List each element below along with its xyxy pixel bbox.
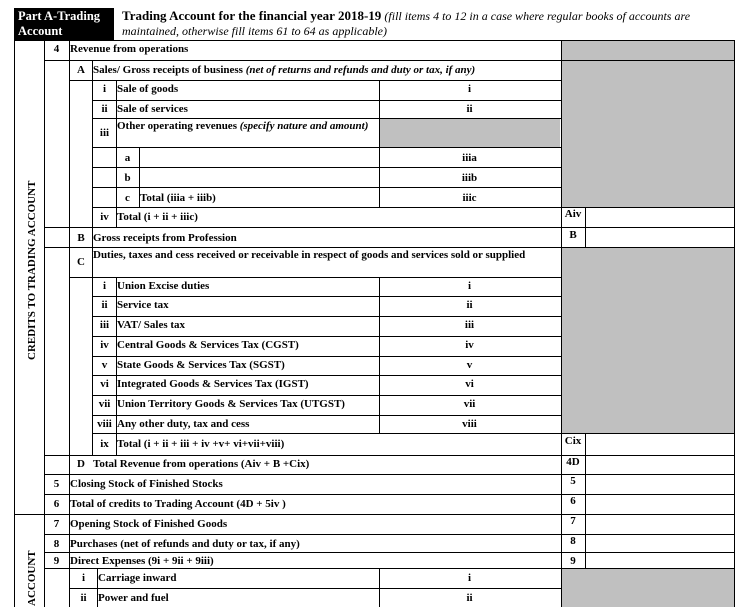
row-Aiiib-code: iiib [461, 172, 478, 184]
table-rule [92, 100, 561, 101]
row-Cvii-num: vii [98, 398, 111, 410]
row-D-num: D [77, 458, 85, 470]
table-rule [92, 316, 561, 317]
shade-right-mid [561, 248, 734, 433]
row-Ci-num: i [102, 280, 107, 292]
table-rule [44, 227, 734, 228]
table-border-top [14, 40, 734, 41]
row-9-label: Direct Expenses (9i + 9ii + 9iii) [70, 555, 214, 567]
table-rule [561, 207, 734, 208]
table-rule [92, 167, 561, 168]
table-rule [585, 208, 586, 248]
row-9ii-label: Power and fuel [98, 592, 169, 604]
row-Cix-num: ix [100, 438, 109, 450]
table-rule [14, 514, 488, 515]
table-rule [92, 60, 93, 247]
row-6-num: 6 [53, 498, 60, 510]
side-label-debits: ACCOUNT [26, 550, 38, 606]
row-Civ-code: iv [465, 339, 474, 351]
row-Cii-label: Service tax [117, 299, 169, 311]
row-B-label: Gross receipts from Profession [93, 232, 237, 244]
row-A-label [93, 64, 563, 77]
table-rule [44, 552, 734, 553]
row-Aii-num: ii [101, 103, 108, 115]
table-rule [44, 474, 734, 475]
row-Ci-code: i [467, 280, 472, 292]
row-D-code: 4D [566, 456, 580, 468]
row-7-num: 7 [53, 518, 60, 530]
table-rule [92, 207, 561, 208]
row-Cv-label: State Goods & Services Tax (SGST) [117, 359, 285, 371]
table-rule [44, 40, 45, 607]
row-Aiiia-code: iiia [462, 152, 477, 164]
row-4-num: 4 [53, 43, 60, 55]
row-D-label: Total Revenue from operations (Aiv + B +Cix) [93, 458, 310, 470]
row-B-code: B [569, 229, 577, 241]
table-rule [92, 433, 561, 434]
table-rule [139, 147, 140, 207]
row-A-num: A [77, 64, 85, 76]
table-rule [92, 187, 561, 188]
row-B-num: B [77, 232, 85, 244]
row-Cvii-code: vii [463, 398, 476, 410]
table-rule [69, 80, 561, 81]
table-rule [92, 375, 561, 376]
table-rule [585, 433, 586, 568]
title-note: (fill items 4 to 12 in a case where regular books of accounts are maintained, otherwise fill items 61 to 64 as applicable) [122, 9, 691, 38]
row-9ii-num: ii [80, 592, 87, 604]
row-Cviii-label: Any other duty, tax and cess [117, 418, 250, 430]
row-Aiiic-num: c [125, 192, 130, 204]
form-title [122, 8, 734, 39]
row-Cvi-label: Integrated Goods & Services Tax (IGST) [117, 378, 309, 390]
row-8-label: Purchases (net of refunds and duty or tax, if any) [70, 538, 300, 550]
table-rule [92, 118, 561, 119]
row-C-num: C [77, 256, 85, 268]
row-Aiiic-label: Total (iiia + iiib) [140, 192, 216, 204]
table-rule [44, 494, 734, 495]
row-Aiii-note: (specify nature and amount) [239, 120, 369, 132]
side-label-credits: CREDITS TO TRADING ACCOUNT [26, 180, 38, 360]
row-Cv-num: v [101, 359, 108, 371]
row-Ai-code: i [467, 83, 472, 95]
row-Cvi-num: vi [100, 378, 109, 390]
row-9i-label: Carriage inward [98, 572, 177, 584]
table-rule [44, 534, 734, 535]
row-Cv-code: v [466, 359, 473, 371]
row-8-code: 8 [570, 535, 576, 547]
table-rule [92, 247, 93, 455]
shade-right-bottom [561, 568, 734, 607]
row-Civ-num: iv [100, 339, 109, 351]
table-border-right [734, 40, 735, 607]
row-Ai-num: i [102, 83, 107, 95]
row-Ciii-code: iii [464, 319, 475, 331]
row-9ii-code: ii [466, 592, 473, 604]
row-A-text: Sales/ Gross receipts of business [93, 64, 243, 76]
row-8-num: 8 [53, 538, 60, 550]
row-Ci-label: Union Excise duties [117, 280, 210, 292]
row-Aii-code: ii [466, 103, 473, 115]
row-Cvii-label: Union Territory Goods & Services Tax (UTGST) [117, 398, 345, 410]
row-Aiiib-num: b [124, 172, 131, 184]
row-Aiv-num: iv [100, 211, 109, 223]
table-rule [69, 40, 70, 607]
row-Aiii-text: Other operating revenues [117, 120, 237, 132]
row-C-label: Duties, taxes and cess received or receivable in respect of goods and services sold or supplied [93, 249, 526, 261]
shade-other-operating [379, 119, 560, 147]
table-rule [92, 415, 561, 416]
row-Cix-code: Cix [564, 435, 582, 447]
row-5-label: Closing Stock of Finished Stocks [70, 478, 223, 490]
row-A-note: (net of returns and refunds and duty or tax, if any) [245, 64, 476, 76]
title-main: Trading Account for the financial year 2018-19 [122, 8, 382, 23]
table-rule [116, 80, 117, 227]
row-Ciii-num: iii [99, 319, 110, 331]
row-6-label: Total of credits to Trading Account (4D + 5iv ) [70, 498, 286, 510]
row-Cii-code: ii [466, 299, 473, 311]
table-rule [44, 247, 734, 248]
row-9i-num: i [81, 572, 86, 584]
trading-account-table [14, 40, 734, 607]
row-Aiiic-code: iiic [462, 192, 477, 204]
row-Aiv-code: Aiv [564, 208, 582, 220]
row-Civ-label: Central Goods & Services Tax (CGST) [117, 339, 299, 351]
table-rule [561, 40, 562, 607]
row-Cii-num: ii [101, 299, 108, 311]
table-rule [44, 60, 734, 61]
row-Aiv-label: Total (i + ii + iiic) [117, 211, 198, 223]
table-rule [92, 356, 561, 357]
part-label: Part A-Trading Account [14, 8, 114, 40]
table-rule [92, 296, 561, 297]
row-7-code: 7 [570, 515, 576, 527]
table-rule [116, 277, 117, 455]
row-Cix-label: Total (i + ii + iii + iv +v+ vi+vii+viii) [117, 438, 285, 450]
row-9-code: 9 [570, 555, 576, 567]
row-Cviii-num: viii [97, 418, 112, 430]
row-7-label: Opening Stock of Finished Goods [70, 518, 228, 530]
table-rule [379, 80, 380, 207]
row-9i-code: i [467, 572, 472, 584]
table-rule [44, 568, 734, 569]
row-Cviii-code: viii [462, 418, 477, 430]
table-border-left [14, 40, 15, 607]
table-rule [69, 588, 561, 589]
row-Aiii-label [117, 120, 379, 133]
row-Cvi-code: vi [465, 378, 474, 390]
row-9-num: 9 [53, 555, 60, 567]
row-6-code: 6 [570, 495, 576, 507]
table-rule [561, 433, 734, 434]
row-4-label: Revenue from operations [70, 43, 189, 55]
row-Aiii-num: iii [99, 127, 110, 139]
table-rule [379, 277, 380, 433]
row-5-num: 5 [53, 478, 60, 490]
row-5-code: 5 [570, 475, 576, 487]
row-Aii-label: Sale of services [117, 103, 188, 115]
table-rule [69, 277, 561, 278]
table-rule [92, 147, 561, 148]
shade-right-top [561, 40, 734, 207]
row-Ciii-label: VAT/ Sales tax [117, 319, 186, 331]
table-rule [44, 455, 734, 456]
row-Aiiia-num: a [124, 152, 131, 164]
table-rule [92, 395, 561, 396]
row-Ai-label: Sale of goods [117, 83, 179, 95]
table-rule [92, 336, 561, 337]
